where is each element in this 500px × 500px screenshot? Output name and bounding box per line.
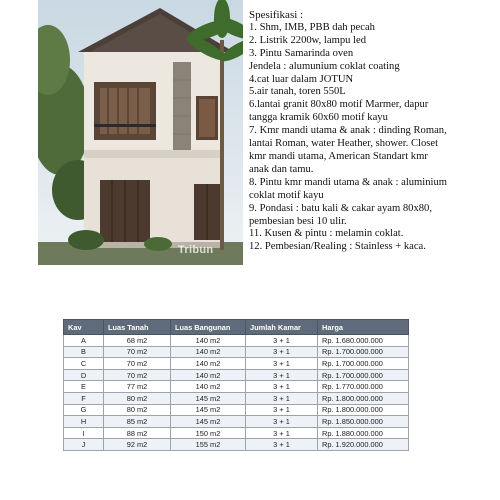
cell-harga: Rp. 1.680.000.000	[318, 335, 409, 347]
cell-kav: I	[64, 427, 104, 439]
cell-luas-tanah: 85 m2	[104, 416, 171, 428]
cell-luas-tanah: 70 m2	[104, 358, 171, 370]
cell-harga: Rp. 1.700.000.000	[318, 358, 409, 370]
cell-luas-bangunan: 140 m2	[171, 346, 246, 358]
cell-kav: B	[64, 346, 104, 358]
cell-luas-bangunan: 140 m2	[171, 335, 246, 347]
spec-line: 3. Pintu Samarinda oven	[249, 47, 354, 59]
watermark-text: Tribun	[178, 244, 214, 256]
spec-line: tangga kramik 60x60 motif kayu	[249, 112, 388, 124]
cell-harga: Rp. 1.700.000.000	[318, 346, 409, 358]
table-row	[64, 439, 409, 451]
cell-kav: C	[64, 358, 104, 370]
table-row	[64, 416, 409, 428]
spec-line: kmr mandi utama, American Standart kmr	[249, 150, 428, 162]
cell-harga: Rp. 1.770.000.000	[318, 381, 409, 393]
cell-luas-tanah: 80 m2	[104, 404, 171, 416]
spec-line: 1. Shm, IMB, PBB dah pecah	[249, 21, 375, 33]
cell-kav: E	[64, 381, 104, 393]
cell-jumlah-kamar: 3 + 1	[246, 392, 318, 404]
cell-luas-bangunan: 140 m2	[171, 369, 246, 381]
cell-kav: J	[64, 439, 104, 451]
cell-luas-bangunan: 145 m2	[171, 416, 246, 428]
cell-luas-tanah: 70 m2	[104, 369, 171, 381]
spec-line: lantai Roman, water Heather, shower. Closet	[249, 138, 439, 150]
spec-panel	[249, 9, 500, 271]
cell-jumlah-kamar: 3 + 1	[246, 404, 318, 416]
cell-jumlah-kamar: 3 + 1	[246, 381, 318, 393]
spec-line: 2. Listrik 2200w, lampu led	[249, 34, 367, 46]
header-harga: Harga	[318, 320, 409, 335]
cell-kav: D	[64, 369, 104, 381]
cell-jumlah-kamar: 3 + 1	[246, 358, 318, 370]
spec-line: pembesian besi 10 ulir.	[249, 215, 347, 227]
cell-harga: Rp. 1.920.000.000	[318, 439, 409, 451]
cell-luas-tanah: 77 m2	[104, 381, 171, 393]
cell-jumlah-kamar: 3 + 1	[246, 439, 318, 451]
spec-title: Spesifikasi :	[249, 9, 304, 21]
cell-harga: Rp. 1.850.000.000	[318, 416, 409, 428]
table-header-row	[64, 320, 409, 335]
cell-luas-tanah: 92 m2	[104, 439, 171, 451]
spec-line: 8. Pintu kmr mandi utama & anak : aluminium	[249, 176, 448, 188]
spec-line: 12. Pembesian/Realing : Stainless + kaca.	[249, 241, 426, 253]
spec-line: Jendela : alumunium coklat coating	[249, 60, 400, 72]
header-luas-tanah: Luas Tanah	[104, 320, 171, 335]
house-photo	[38, 0, 243, 265]
cell-harga: Rp. 1.800.000.000	[318, 392, 409, 404]
table-row	[64, 358, 409, 370]
cell-luas-bangunan: 155 m2	[171, 439, 246, 451]
cell-luas-bangunan: 145 m2	[171, 392, 246, 404]
cell-luas-tanah: 80 m2	[104, 392, 171, 404]
cell-harga: Rp. 1.800.000.000	[318, 404, 409, 416]
cell-luas-bangunan: 150 m2	[171, 427, 246, 439]
cell-jumlah-kamar: 3 + 1	[246, 427, 318, 439]
cell-luas-tanah: 70 m2	[104, 346, 171, 358]
header-jumlah-kamar: Jumlah Kamar	[246, 320, 318, 335]
cell-kav: G	[64, 404, 104, 416]
price-table	[63, 319, 409, 451]
cell-luas-tanah: 68 m2	[104, 335, 171, 347]
spec-line: 11. Kusen & pintu : melamin coklat.	[249, 228, 404, 240]
table-row	[64, 346, 409, 358]
cell-jumlah-kamar: 3 + 1	[246, 346, 318, 358]
cell-jumlah-kamar: 3 + 1	[246, 416, 318, 428]
header-kav: Kav	[64, 320, 104, 335]
cell-luas-tanah: 88 m2	[104, 427, 171, 439]
cell-kav: F	[64, 392, 104, 404]
cell-luas-bangunan: 140 m2	[171, 381, 246, 393]
cell-kav: A	[64, 335, 104, 347]
cell-jumlah-kamar: 3 + 1	[246, 335, 318, 347]
spec-line: 4.cat luar dalam JOTUN	[249, 73, 354, 85]
header-luas-bangunan: Luas Bangunan	[171, 320, 246, 335]
spec-line: 9. Pondasi : batu kali & cakar ayam 80x80,	[249, 202, 432, 214]
table-row	[64, 427, 409, 439]
table-row	[64, 392, 409, 404]
cell-harga: Rp. 1.700.000.000	[318, 369, 409, 381]
spec-line: 7. Kmr mandi utama & anak : dinding Roman,	[249, 125, 447, 137]
table-row	[64, 404, 409, 416]
table-row	[64, 369, 409, 381]
spec-line: 5.air tanah, toren 550L	[249, 86, 346, 98]
cell-harga: Rp. 1.880.000.000	[318, 427, 409, 439]
cell-luas-bangunan: 145 m2	[171, 404, 246, 416]
cell-luas-bangunan: 140 m2	[171, 358, 246, 370]
spec-line: anak dan tamu.	[249, 163, 314, 175]
cell-jumlah-kamar: 3 + 1	[246, 369, 318, 381]
cell-kav: H	[64, 416, 104, 428]
spec-line: 6.lantai granit 80x80 motif Marmer, dapur	[249, 99, 429, 111]
table-row	[64, 381, 409, 393]
table-row	[64, 335, 409, 347]
spec-line: coklat motif kayu	[249, 189, 324, 201]
